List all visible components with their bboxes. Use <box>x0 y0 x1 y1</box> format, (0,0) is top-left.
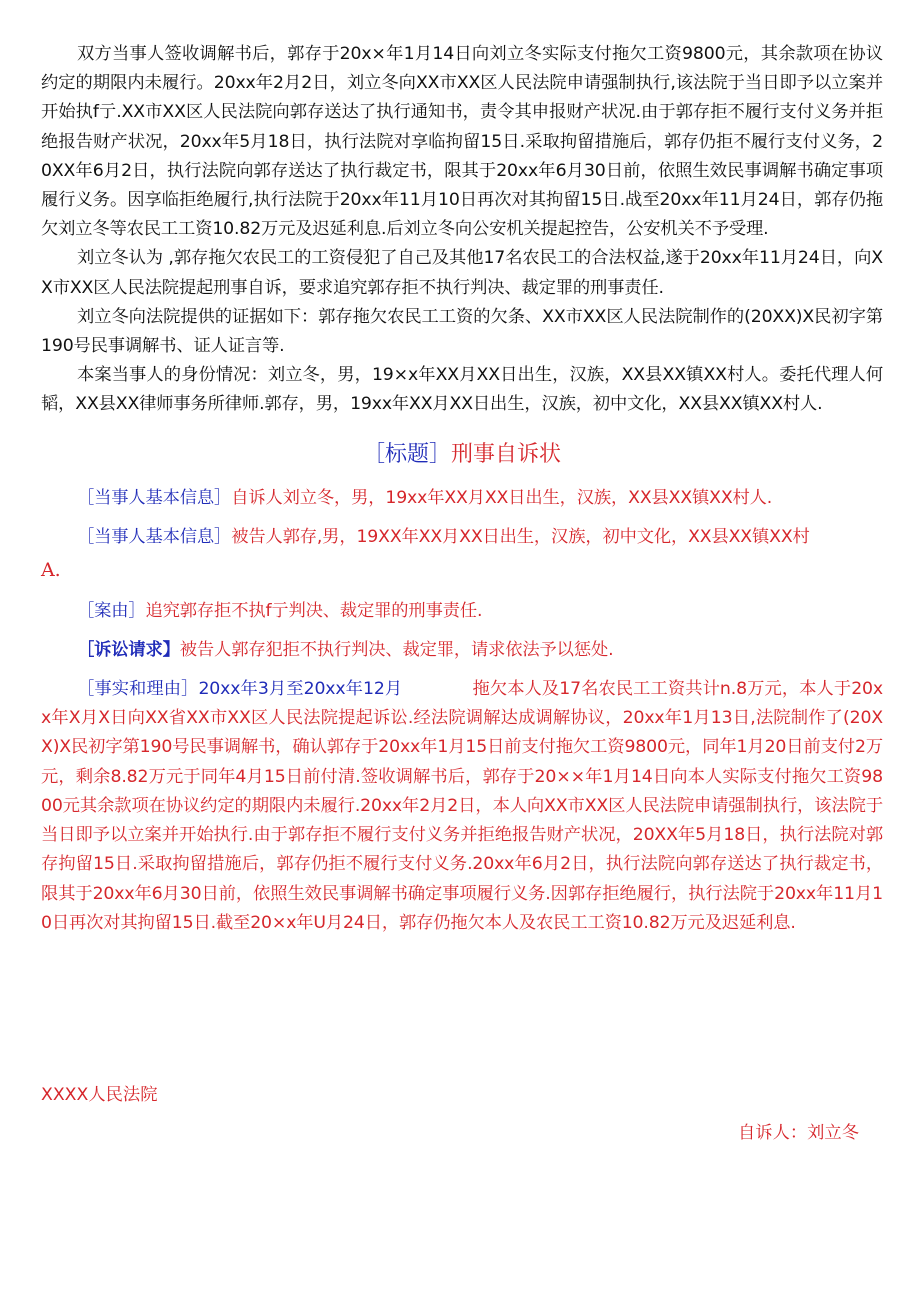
background-paragraph-1: 双方当事人签收调解书后，郭存于20x×年1月14日向刘立冬实际支付拖欠工资9800元，其余款项在协议约定的期限内未履行。20xx年2月2日，刘立冬向XX市XX区人民法院申请强制执行,该法院于当日即予以立案并开始执f亍.XX市XX区人民法院向郭存送达了执行通知书，责令其申报财产状况.由于郭存拒不履行支付义务并拒绝报告财产状况，20xx年5月18日，执行法院对享临拘留15日.采取拘留措施后，郭存仍拒不履行支付义务，20XX年6月2日，执行法院向郭存送达了执行裁定书，限其于20xx年6月30日前，依照生效民事调解书确定事项履行义务。因享临拒绝履行,执行法院于20xx年11月10日再次对其拘留15日.战至20xx年11月24日，郭存仍拖欠刘立冬等农民工工资10.82万元及迟延利息.后刘立冬向公安机关提起控告，公安机关不予受理. <box>41 44 883 240</box>
background-paragraph-2: 刘立冬认为 ,郭存拖欠农民工的工资侵犯了自己及其他17名农民工的合法权益,遂于20xx年11月24日，向XX市XX区人民法院提起刑事自诉，要求追究郭存拒不执行判决、裁定罪的刑事责任. <box>41 248 883 298</box>
case-cause <box>41 597 883 626</box>
party2-text: 被告人郭存,男，19XX年XX月XX日出生，汉族，初中文化，XX县XX镇XX村 <box>231 526 810 547</box>
claim-tag: ［诉讼请求】 <box>77 639 180 660</box>
cause-tag: ［案由］ <box>77 600 146 621</box>
party2-tail: A. <box>41 558 61 581</box>
facts-tag-end: ］ <box>181 678 199 699</box>
court-name: XXXX人民法院 <box>41 1085 158 1105</box>
party-info-plaintiff <box>41 484 883 513</box>
litigation-claim <box>41 636 883 665</box>
party1-tag: ［当事人基本信息］ <box>77 487 232 508</box>
party1-text: 自诉人刘立冬，男，19xx年XX月XX日出生，汉族，XX县XX镇XX村人. <box>231 487 773 508</box>
title-text: 刑事自诉状 <box>451 441 562 467</box>
facts-date: 20xx年3月至20xx年12月 <box>198 678 403 699</box>
facts-tag: ［事实和理由 <box>77 678 182 699</box>
document-title <box>41 440 883 470</box>
document-page <box>41 40 883 938</box>
signer: 自诉人：刘立冬 <box>738 1123 859 1143</box>
facts-and-reasons <box>41 675 883 939</box>
facts-text: 拖欠本人及17名农民工工资共计n.8万元，本人于20xx年X月X日向XX省XX市XX区人民法院提起诉讼.经法院调解达成调解协议，20xx年1月13日,法院制作了(20XX)X民初字第190号民事调解书，确认郭存于20xx年1月15日前支付拖欠工资9800元，同年1月20日前支付2万元，剩余8.82万元于同年4月15日前付清.签收调解书后，郭存于20××年1月14日向本人实际支付拖欠工资9800元其余款项在协议约定的期限内未履行.20xx年2月2日，本人向XX市XX区人民法院申请强制执行，该法院于当日即予以立案并开始执行.由于郭存拒不履行支付义务并拒绝报告财产状况，20XX年5月18日，执行法院对郭存拘留15日.采取拘留措施后，郭存仍拒不履行支付义务.20xx年6月2日，执行法院向郭存送达了执行裁定书，限其于20xx年6月30日前，依照生效民事调解书确定事项履行义务.因郭存拒绝履行，执行法院于20xx年11月10日再次对其拘留15日.截至20×x年U月24日，郭存仍拖欠本人及农民工工资10.82万元及迟延利息. <box>41 678 883 934</box>
cause-text: 追究郭存拒不执f亍判决、裁定罪的刑事责任. <box>145 600 483 621</box>
title-tag: ［标题］ <box>362 441 451 467</box>
background-paragraph-3: 刘立冬向法院提供的证据如下：郭存拖欠农民工工资的欠条、XX市XX区人民法院制作的(20XX)X民初字第190号民事调解书、证人证言等. <box>41 306 883 357</box>
party2-tag: ［当事人基本信息］ <box>77 526 232 547</box>
claim-text: 被告人郭存犯拒不执行判决、裁定罪，请求依法予以惩处. <box>179 639 614 660</box>
party-info-defendant <box>41 523 883 552</box>
background-paragraph-4: 本案当事人的身份情况：刘立冬，男，19×x年XX月XX日出生，汉族，XX县XX镇XX村人。委托代理人何韬，XX县XX律师事务所律师.郭存，男，19xx年XX月XX日出生，汉族，初中文化，XX县XX镇XX村人. <box>41 365 883 415</box>
